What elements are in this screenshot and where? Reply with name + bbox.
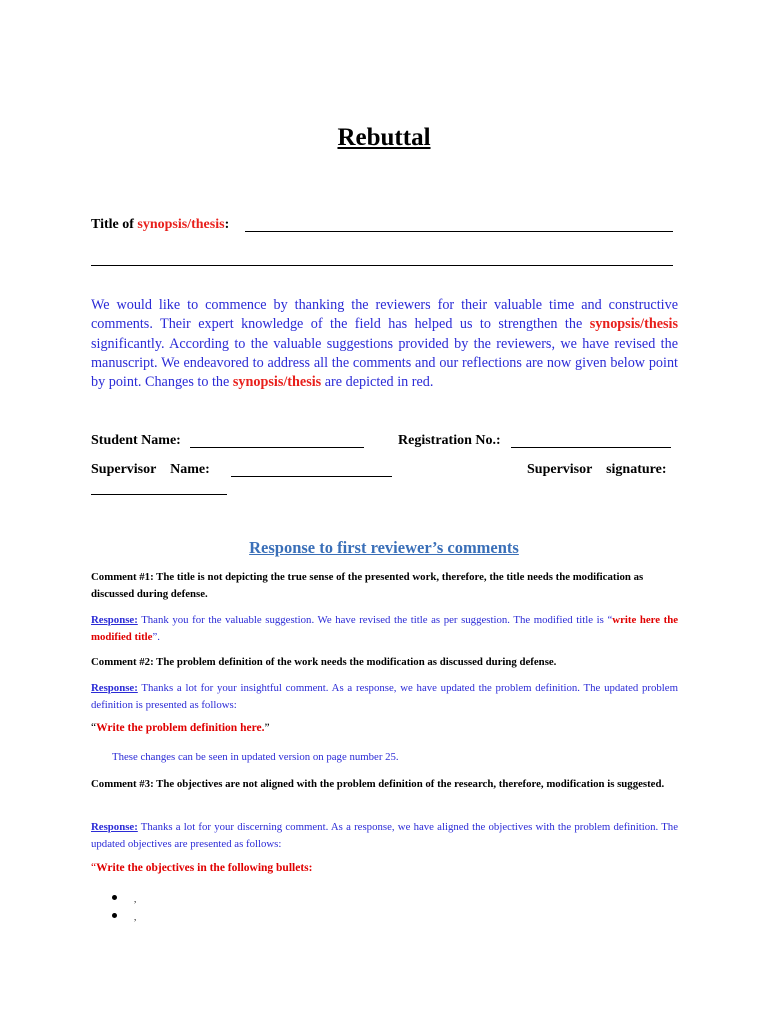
title-of-highlight: synopsis/thesis	[137, 217, 225, 232]
intro-part-1: We would like to commence by thanking the reviewers for their valuable time and constructive comments. Their expert knowledge of the field has helped us to strengthen the	[91, 297, 678, 333]
page-note: These changes can be seen in updated version on page number 25.	[112, 751, 399, 763]
response-1-label: Response:	[91, 614, 138, 626]
objectives-text: Write the objectives in the following bullets:	[96, 862, 313, 874]
response-1-quote: write here the modified title	[91, 614, 678, 643]
response-2-text: Thanks a lot for your insightful comment. As a response, we have updated the problem definition. The updated problem definition is presented as follows:	[91, 682, 678, 711]
registration-field[interactable]	[511, 447, 671, 448]
response-3-label: Response:	[91, 821, 138, 833]
supervisor-name-field[interactable]	[231, 476, 392, 477]
intro-part-3: are depicted in red.	[321, 374, 434, 391]
bullet-icon	[112, 913, 117, 918]
quote-open-3: “	[91, 862, 97, 874]
response-3	[91, 819, 678, 852]
student-name-label: Student Name:	[91, 433, 181, 448]
student-name-field[interactable]	[190, 447, 364, 448]
title-of-label	[91, 217, 229, 233]
bullet-item-1[interactable]: ,	[134, 894, 137, 904]
supervisor-signature-label: Supervisor signature:	[527, 462, 667, 477]
comment-3: Comment #3: The objectives are not aligned with the problem definition of the research, therefore, modification is suggested.	[91, 778, 665, 790]
response-1	[91, 612, 678, 645]
intro-part-2: significantly. According to the valuable suggestions provided by the reviewers, we have revised the manuscript. We endeavored to address all the comments and our reflections are now given below point by point. Changes to the	[91, 335, 678, 391]
supervisor-name-label: Supervisor Name:	[91, 462, 210, 477]
bullet-item-2[interactable]: ,	[134, 912, 137, 922]
supervisor-signature-field[interactable]	[91, 494, 227, 495]
response-1-text: Thank you for the valuable suggestion. We have revised the title as per suggestion. The modified title is “	[137, 614, 613, 626]
document-title: Rebuttal	[337, 124, 431, 151]
comment-2: Comment #2: The problem definition of the work needs the modification as discussed during defense.	[91, 656, 557, 668]
problem-definition-placeholder	[91, 722, 270, 734]
problem-definition-text: Write the problem definition here.	[96, 722, 265, 734]
response-2-label: Response:	[91, 682, 138, 694]
title-field-line-2[interactable]	[91, 265, 673, 266]
intro-paragraph	[91, 296, 678, 392]
section-heading: Response to first reviewer’s comments	[249, 538, 519, 557]
title-field-line-1[interactable]	[245, 231, 673, 232]
quote-close-2: ”	[264, 722, 270, 734]
registration-label: Registration No.:	[398, 433, 501, 448]
response-3-text: Thanks a lot for your discerning comment. As a response, we have aligned the objectives with the problem definition. The updated objectives are presented as follows:	[91, 821, 678, 850]
title-of-prefix: Title of	[91, 217, 138, 232]
response-2	[91, 680, 678, 713]
objectives-placeholder	[91, 862, 312, 874]
title-of-suffix: :	[224, 217, 230, 232]
comment-1: Comment #1: The title is not depicting the true sense of the presented work, therefore, the title needs the modification as discussed during defense.	[91, 571, 644, 600]
quote-open-2: “	[91, 722, 97, 734]
response-1-end: ”.	[152, 630, 160, 643]
intro-highlight-1: synopsis/thesis	[589, 316, 678, 333]
intro-highlight-2: synopsis/thesis	[232, 374, 322, 391]
bullet-icon	[112, 895, 117, 900]
